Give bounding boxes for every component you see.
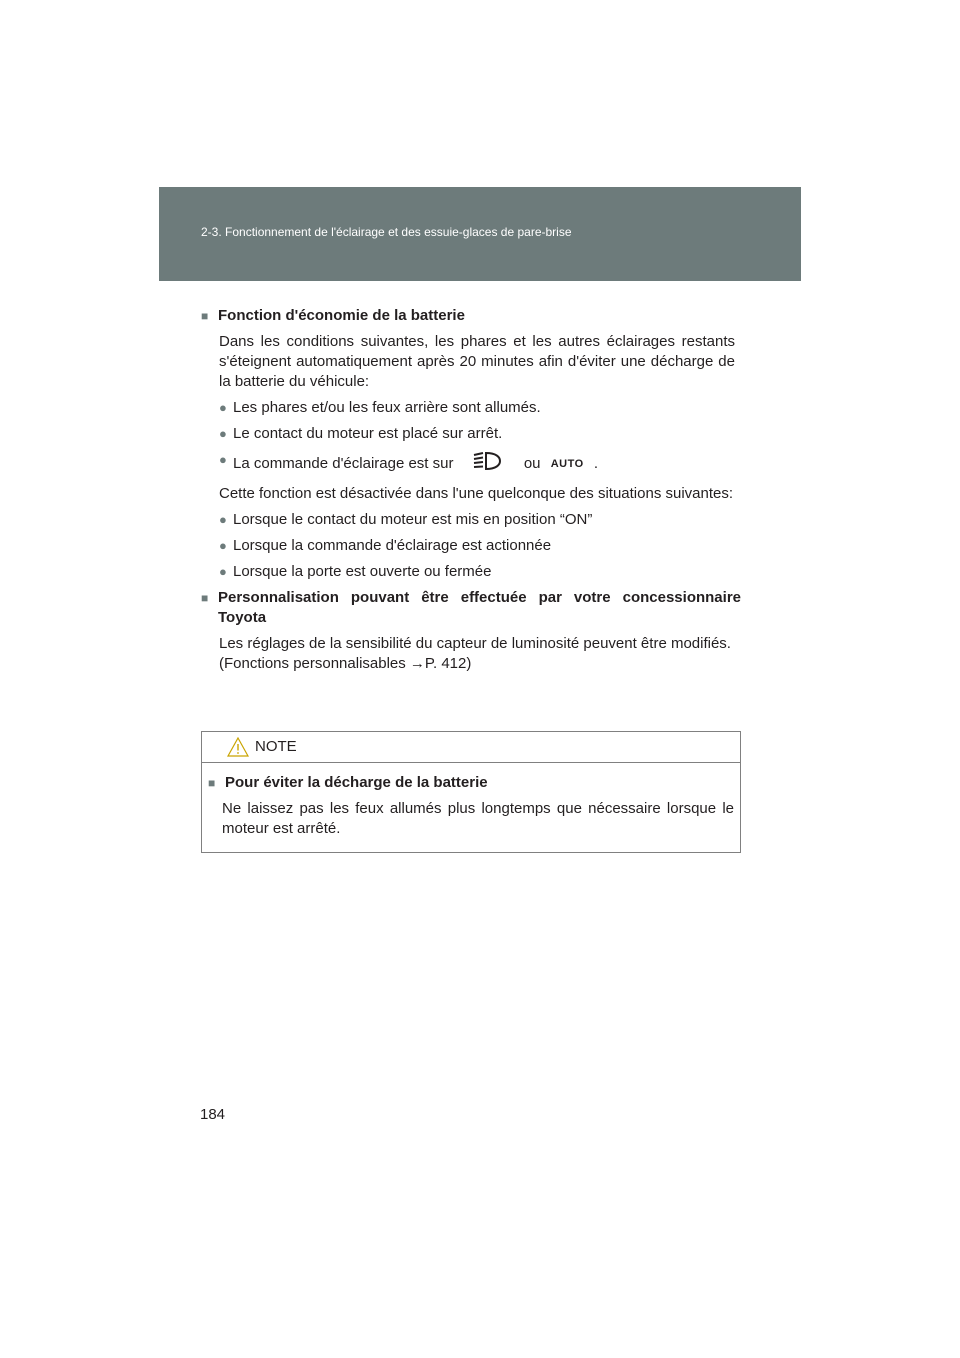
- list-item: [219, 536, 741, 556]
- round-bullet-icon: ●: [219, 512, 227, 527]
- square-bullet-icon: ■: [208, 776, 216, 790]
- list-item: [219, 450, 741, 478]
- headlight-icon: [472, 450, 502, 478]
- round-bullet-icon: ●: [219, 400, 227, 415]
- heading-text: Fonction d'économie de la batterie: [218, 307, 465, 324]
- list-item: [219, 562, 741, 582]
- section-heading-customization: [201, 588, 741, 628]
- round-bullet-icon: ●: [219, 426, 227, 441]
- paragraph-deactivation: Cette fonction est désactivée dans l'une quelconque des situations suivantes:: [219, 485, 734, 502]
- note-heading-text: Pour éviter la décharge de la batterie: [225, 774, 488, 791]
- bullet3-prefix: La commande d'éclairage est sur: [233, 454, 454, 472]
- list-item: [219, 424, 741, 444]
- note-box: [201, 731, 741, 853]
- round-bullet-icon: ●: [219, 452, 227, 467]
- note-title-row: [202, 732, 740, 763]
- heading-text: Personnalisation pouvant être effectuée par votre concessionnaire Toyota: [218, 589, 741, 626]
- list-item-text: Lorsque la porte est ouverte ou fermée: [233, 563, 492, 580]
- section-title: 2-3. Fonctionnement de l'éclairage et des essuie-glaces de pare-brise: [201, 225, 572, 239]
- note-text: Ne laissez pas les feux allumés plus longtemps que nécessaire lorsque le moteur est arrêté.: [222, 800, 734, 837]
- list-item: [219, 398, 741, 418]
- list-item-text: Les phares et/ou les feux arrière sont allumés.: [233, 399, 541, 416]
- main-content: [201, 306, 741, 674]
- round-bullet-icon: ●: [219, 564, 227, 579]
- bullet3-or: ou: [523, 454, 541, 472]
- note-heading: [202, 773, 734, 793]
- customization-reference[interactable]: (Fonctions personnalisables →P. 412): [219, 655, 472, 672]
- list-item-text: Lorsque la commande d'éclairage est actionnée: [233, 537, 552, 554]
- paragraph-customization: [219, 634, 735, 674]
- list-item-text: Lorsque le contact du moteur est mis en position “ON”: [233, 511, 593, 528]
- auto-label: AUTO: [550, 458, 584, 470]
- section-heading-battery: [201, 306, 741, 326]
- square-bullet-icon: ■: [201, 591, 209, 605]
- note-body: [202, 763, 740, 839]
- paragraph-intro: Dans les conditions suivantes, les phares et les autres éclairages restants s'éteignent automatiquement après 20 minutes afin d'éviter une décharge de la batterie du véhicule:: [219, 333, 735, 390]
- customization-text: Les réglages de la sensibilité du capteur de luminosité peuvent être modifiés.: [219, 635, 731, 652]
- section-header-band: [159, 187, 801, 281]
- list-item: [219, 510, 741, 530]
- square-bullet-icon: ■: [201, 309, 209, 323]
- page-number: 184: [200, 1106, 226, 1123]
- list-item-text: Le contact du moteur est placé sur arrêt.: [233, 425, 503, 442]
- bullet3-suffix: .: [593, 454, 598, 472]
- warning-triangle-icon: [227, 737, 249, 762]
- note-title: NOTE: [255, 738, 297, 755]
- round-bullet-icon: ●: [219, 538, 227, 553]
- list-item-text: [233, 450, 741, 478]
